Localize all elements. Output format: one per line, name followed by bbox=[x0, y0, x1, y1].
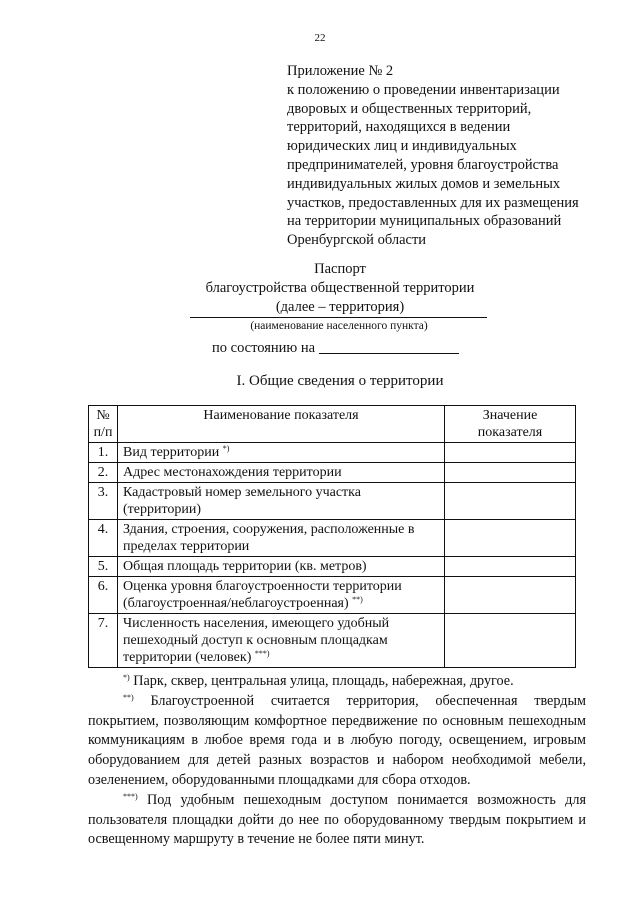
passport-subtitle: благоустройства общественной территории bbox=[205, 280, 475, 296]
row-name-cell bbox=[118, 463, 445, 483]
table-row bbox=[89, 520, 576, 557]
table-row bbox=[89, 614, 576, 668]
row-value bbox=[445, 443, 576, 463]
header-value: Значение показателя bbox=[445, 406, 576, 443]
footnote bbox=[88, 692, 586, 791]
row-value bbox=[445, 463, 576, 483]
footnote-text: Благоустроенной считается территория, обеспеченная твердым покрытием, позволяющим комфортное передвижение по основным пешеходным коммуникациям в любое время года и в любую погоду, освещением, игровым оборудованием для детей разных возрастов и набором необходимой мебели, озеленением, оборудованными площадками для сбора отходов. bbox=[88, 692, 586, 788]
footnote-mark: ***) bbox=[123, 791, 138, 801]
appendix-line: к положению о проведении инвентаризации bbox=[287, 81, 560, 98]
row-name: Адрес местонахождения территории bbox=[123, 465, 342, 480]
passport-heading bbox=[0, 260, 640, 317]
row-num: 1. bbox=[89, 443, 118, 463]
row-name: Общая площадь территории (кв. метров) bbox=[123, 559, 367, 574]
table-row bbox=[89, 463, 576, 483]
footnote-mark: *) bbox=[222, 444, 230, 453]
as-of-date-row bbox=[212, 339, 459, 357]
as-of-label: по состоянию на bbox=[212, 340, 316, 356]
row-value bbox=[445, 577, 576, 614]
table-row bbox=[89, 557, 576, 577]
row-value bbox=[445, 557, 576, 577]
appendix-line: территорий, находящихся в ведении bbox=[287, 119, 511, 136]
page-number: 22 bbox=[314, 32, 326, 44]
footnote-text: Под удобным пешеходным доступом понимается возможность для пользователя площадки дойти до нее по оборудованному твердым покрытием и освещенному маршруту в течение не более пяти минут. bbox=[88, 791, 586, 848]
footnotes bbox=[88, 672, 586, 850]
passport-title: Паспорт bbox=[314, 261, 366, 277]
footnote-mark: ***) bbox=[254, 649, 270, 658]
row-name: Численность населения, имеющего удобный пешеходный доступ к основным площадкам территории (человек) bbox=[123, 616, 390, 665]
appendix-line: предпринимателей, уровня благоустройства bbox=[287, 156, 559, 173]
footnote bbox=[88, 791, 586, 850]
row-name-cell bbox=[118, 577, 445, 614]
table-row bbox=[89, 483, 576, 520]
footnote-mark: *) bbox=[123, 673, 130, 682]
appendix-line: дворовых и общественных территорий, bbox=[287, 100, 532, 117]
appendix-line: Оренбургской области bbox=[287, 232, 427, 249]
row-value bbox=[445, 483, 576, 520]
row-num: 7. bbox=[89, 614, 118, 668]
footnote-text: Парк, сквер, центральная улица, площадь, набережная, другое. bbox=[133, 673, 514, 689]
row-num: 5. bbox=[89, 557, 118, 577]
table-row bbox=[89, 577, 576, 614]
appendix-title: Приложение № 2 bbox=[287, 63, 394, 79]
header-name: Наименование показателя bbox=[118, 406, 445, 443]
row-name-cell bbox=[118, 483, 445, 520]
footnote-mark: **) bbox=[352, 595, 363, 604]
row-name-cell bbox=[118, 443, 445, 463]
row-num: 3. bbox=[89, 483, 118, 520]
row-name: Кадастровый номер земельного участка (территории) bbox=[123, 485, 361, 517]
settlement-caption: (наименование населенного пункта) bbox=[250, 320, 428, 332]
table-row bbox=[89, 443, 576, 463]
row-value bbox=[445, 614, 576, 668]
row-value bbox=[445, 520, 576, 557]
footnote-mark: **) bbox=[123, 692, 134, 702]
row-name: Оценка уровня благоустроенности территории (благоустроенная/неблагоустроенная) bbox=[123, 579, 402, 611]
row-num: 4. bbox=[89, 520, 118, 557]
indicators-table bbox=[88, 405, 576, 668]
settlement-name-blank bbox=[190, 317, 487, 318]
footnote bbox=[88, 672, 586, 692]
row-name-cell bbox=[118, 614, 445, 668]
row-name: Здания, строения, сооружения, расположенные в пределах территории bbox=[123, 522, 415, 554]
row-name-cell bbox=[118, 520, 445, 557]
passport-note: (далее – территория) bbox=[275, 299, 405, 315]
appendix-line: юридических лиц и индивидуальных bbox=[287, 138, 517, 155]
row-num: 2. bbox=[89, 463, 118, 483]
table-header-row bbox=[89, 406, 576, 443]
appendix-line: участков, предоставленных для их размещения bbox=[287, 194, 579, 211]
as-of-date-blank bbox=[319, 339, 459, 354]
header-num: № п/п bbox=[89, 406, 118, 443]
row-name-cell bbox=[118, 557, 445, 577]
section-title: I. Общие сведения о территории bbox=[236, 373, 444, 389]
row-num: 6. bbox=[89, 577, 118, 614]
appendix-header bbox=[287, 62, 617, 250]
appendix-line: на территории муниципальных образований bbox=[287, 213, 562, 230]
appendix-line: индивидуальных жилых домов и земельных bbox=[287, 175, 561, 192]
row-name: Вид территории bbox=[123, 445, 220, 460]
